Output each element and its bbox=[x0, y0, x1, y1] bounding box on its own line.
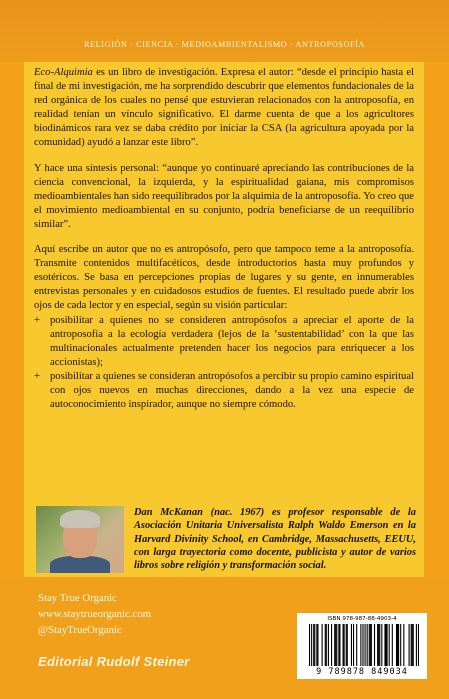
contact-block bbox=[38, 590, 151, 638]
paragraph-3: Aquí escribe un autor que no es antropósofo, pero que tampoco teme a la antroposofía. Transmite contenidos multifacéticos, desde introductorios hasta muy profundos y esotéricos. Se basa en percepciones propias de lugares y su gente, en innumerables entrevistas personales y en cuidadosos estudios de fuentes. El resultado puede abrir los ojos de cada lector y en especial, según su visión particular: bbox=[34, 244, 414, 312]
photo-hair bbox=[60, 510, 100, 528]
barcode-bar bbox=[377, 624, 378, 666]
barcode-digits: 9 789878 849034 bbox=[316, 667, 408, 677]
contact-brand: Stay True Organic bbox=[38, 592, 117, 604]
barcode-bar bbox=[369, 624, 370, 666]
barcode-bar bbox=[343, 624, 344, 666]
barcode-bar bbox=[397, 624, 398, 666]
barcode-bar bbox=[374, 624, 375, 666]
barcode-bar bbox=[403, 624, 404, 666]
barcode-bar bbox=[314, 624, 315, 666]
barcode-bar bbox=[392, 624, 393, 666]
barcode-bar bbox=[381, 624, 382, 666]
barcode-bar bbox=[313, 624, 314, 666]
bullet-item-2 bbox=[34, 370, 414, 412]
author-bio bbox=[134, 506, 416, 572]
topics-header: RELIGIÓN · CIENCIA · MEDIOAMBIENTALISMO · ANTROPOSOFÍA bbox=[84, 40, 365, 49]
paragraph-2: Y hace una síntesis personal: “aunque yo continuaré apreciando las contribuciones de la ciencia convencional, la izquierda, y la espiritualidad gaiana, mis compromisos medioambientales han sido reequilibrados por la alquimia de la antroposofía. Yo creo que el movimiento medioambiental en su conjunto, podría beneficiarse de un reequilibrio similar”. bbox=[34, 162, 414, 230]
barcode-bar bbox=[418, 624, 419, 666]
barcode-bar bbox=[409, 624, 410, 666]
barcode-bar bbox=[378, 624, 379, 666]
isbn-label: ISBN 978-987-88-4903-4 bbox=[327, 616, 397, 622]
barcode-bar bbox=[338, 624, 339, 666]
bullet-plus-icon: + bbox=[34, 370, 40, 382]
barcode-bar bbox=[344, 624, 345, 666]
barcode-bar bbox=[334, 624, 335, 666]
barcode-bar bbox=[325, 624, 326, 666]
barcode-bar bbox=[311, 624, 312, 666]
barcode-bar bbox=[389, 624, 390, 666]
barcode-bar bbox=[370, 624, 371, 666]
barcode-bar bbox=[328, 624, 329, 666]
author-photo bbox=[36, 506, 124, 573]
barcode-bars bbox=[309, 624, 419, 666]
book-title: Eco-Alquimia bbox=[34, 67, 93, 78]
barcode-bar bbox=[412, 624, 413, 666]
barcode-bar bbox=[416, 624, 417, 666]
barcode-bar bbox=[387, 624, 388, 666]
top-band bbox=[0, 0, 449, 62]
barcode-bar bbox=[411, 624, 412, 666]
bullet-plus-icon: + bbox=[34, 314, 40, 326]
bullet-text-2: posibilitar a quienes se consideran antropósofos a percibir su propio camino espiritual con ojos nuevos en muchas direcciones, dando a la vez una especie de autoconocimiento inspirador, aunque no siempre cómodo. bbox=[50, 370, 414, 411]
barcode-bar bbox=[379, 624, 380, 666]
barcode-bar bbox=[335, 624, 336, 666]
barcode-bar bbox=[322, 624, 323, 666]
barcode-bar bbox=[365, 624, 366, 666]
barcode-bar bbox=[413, 624, 414, 666]
barcode-bar bbox=[331, 624, 332, 666]
barcode-bar bbox=[339, 624, 340, 666]
barcode-bar bbox=[317, 624, 318, 666]
bullet-item-1 bbox=[34, 314, 414, 370]
barcode-bar bbox=[309, 624, 310, 666]
barcode-bar bbox=[353, 624, 354, 666]
barcode-bar bbox=[367, 624, 368, 666]
author-years: (nac. 1967) bbox=[202, 507, 265, 518]
barcode-bar bbox=[362, 624, 363, 666]
barcode-bar bbox=[400, 624, 401, 666]
barcode-bar bbox=[326, 624, 327, 666]
contact-website-link[interactable]: www.staytrueorganic.com bbox=[38, 608, 152, 620]
barcode-bar bbox=[398, 624, 399, 666]
barcode-bar bbox=[336, 624, 337, 666]
barcode-bar bbox=[360, 624, 361, 666]
author-name: Dan McKanan bbox=[134, 507, 203, 518]
publisher-logo: Editorial Rudolf Steiner bbox=[38, 654, 190, 669]
author-bio-text: es profesor responsable de la Asociación Unitaria Universalista Ralph Waldo Emerson en la Harvard Divinity School, en Cambridge, Massachusetts, EEUU, con larga trayectoria como docente, publicista y autor de varios libros sobre religión y transformación social. bbox=[134, 507, 416, 572]
barcode-bar bbox=[371, 624, 372, 666]
barcode-bar bbox=[385, 624, 386, 666]
barcode-bar bbox=[396, 624, 397, 666]
barcode-bar bbox=[356, 624, 357, 666]
photo-shirt bbox=[50, 556, 110, 573]
barcode-bar bbox=[351, 624, 352, 666]
barcode-bar bbox=[384, 624, 385, 666]
contact-social-handle[interactable]: @StayTrueOrganic bbox=[38, 624, 122, 636]
description-text bbox=[34, 66, 414, 412]
barcode bbox=[297, 613, 427, 679]
barcode-bar bbox=[316, 624, 317, 666]
paragraph-1 bbox=[34, 66, 414, 151]
barcode-bar bbox=[346, 624, 347, 666]
bullet-text-1: posibilitar a quienes no se consideren antropósofos a apreciar el aporte de la antroposofía a la ecología verdadera (lejos de la ‘sustentabilidad’ con la que las multinacionales actualmente pretenden hacer los negocios para enriquecer a los accionistas); bbox=[50, 314, 414, 368]
barcode-bar bbox=[347, 624, 348, 666]
paragraph-1-body: es un libro de investigación. Expresa el autor: “desde el principio hasta el final de mi investigación, me ha sorprendido descubrir que elementos fundacionales de la red orgánica de los cuales no pensé que estuvieran relacionados con la antroposofía, en realidad tenían un vínculo significativo. El darme cuenta de que a los agricultores biodinámicos rara vez se daba crédito por iniciar la CSA (la agricultura apoyada por la comunidad) ayudó a lanzar este libro”. bbox=[34, 67, 414, 149]
